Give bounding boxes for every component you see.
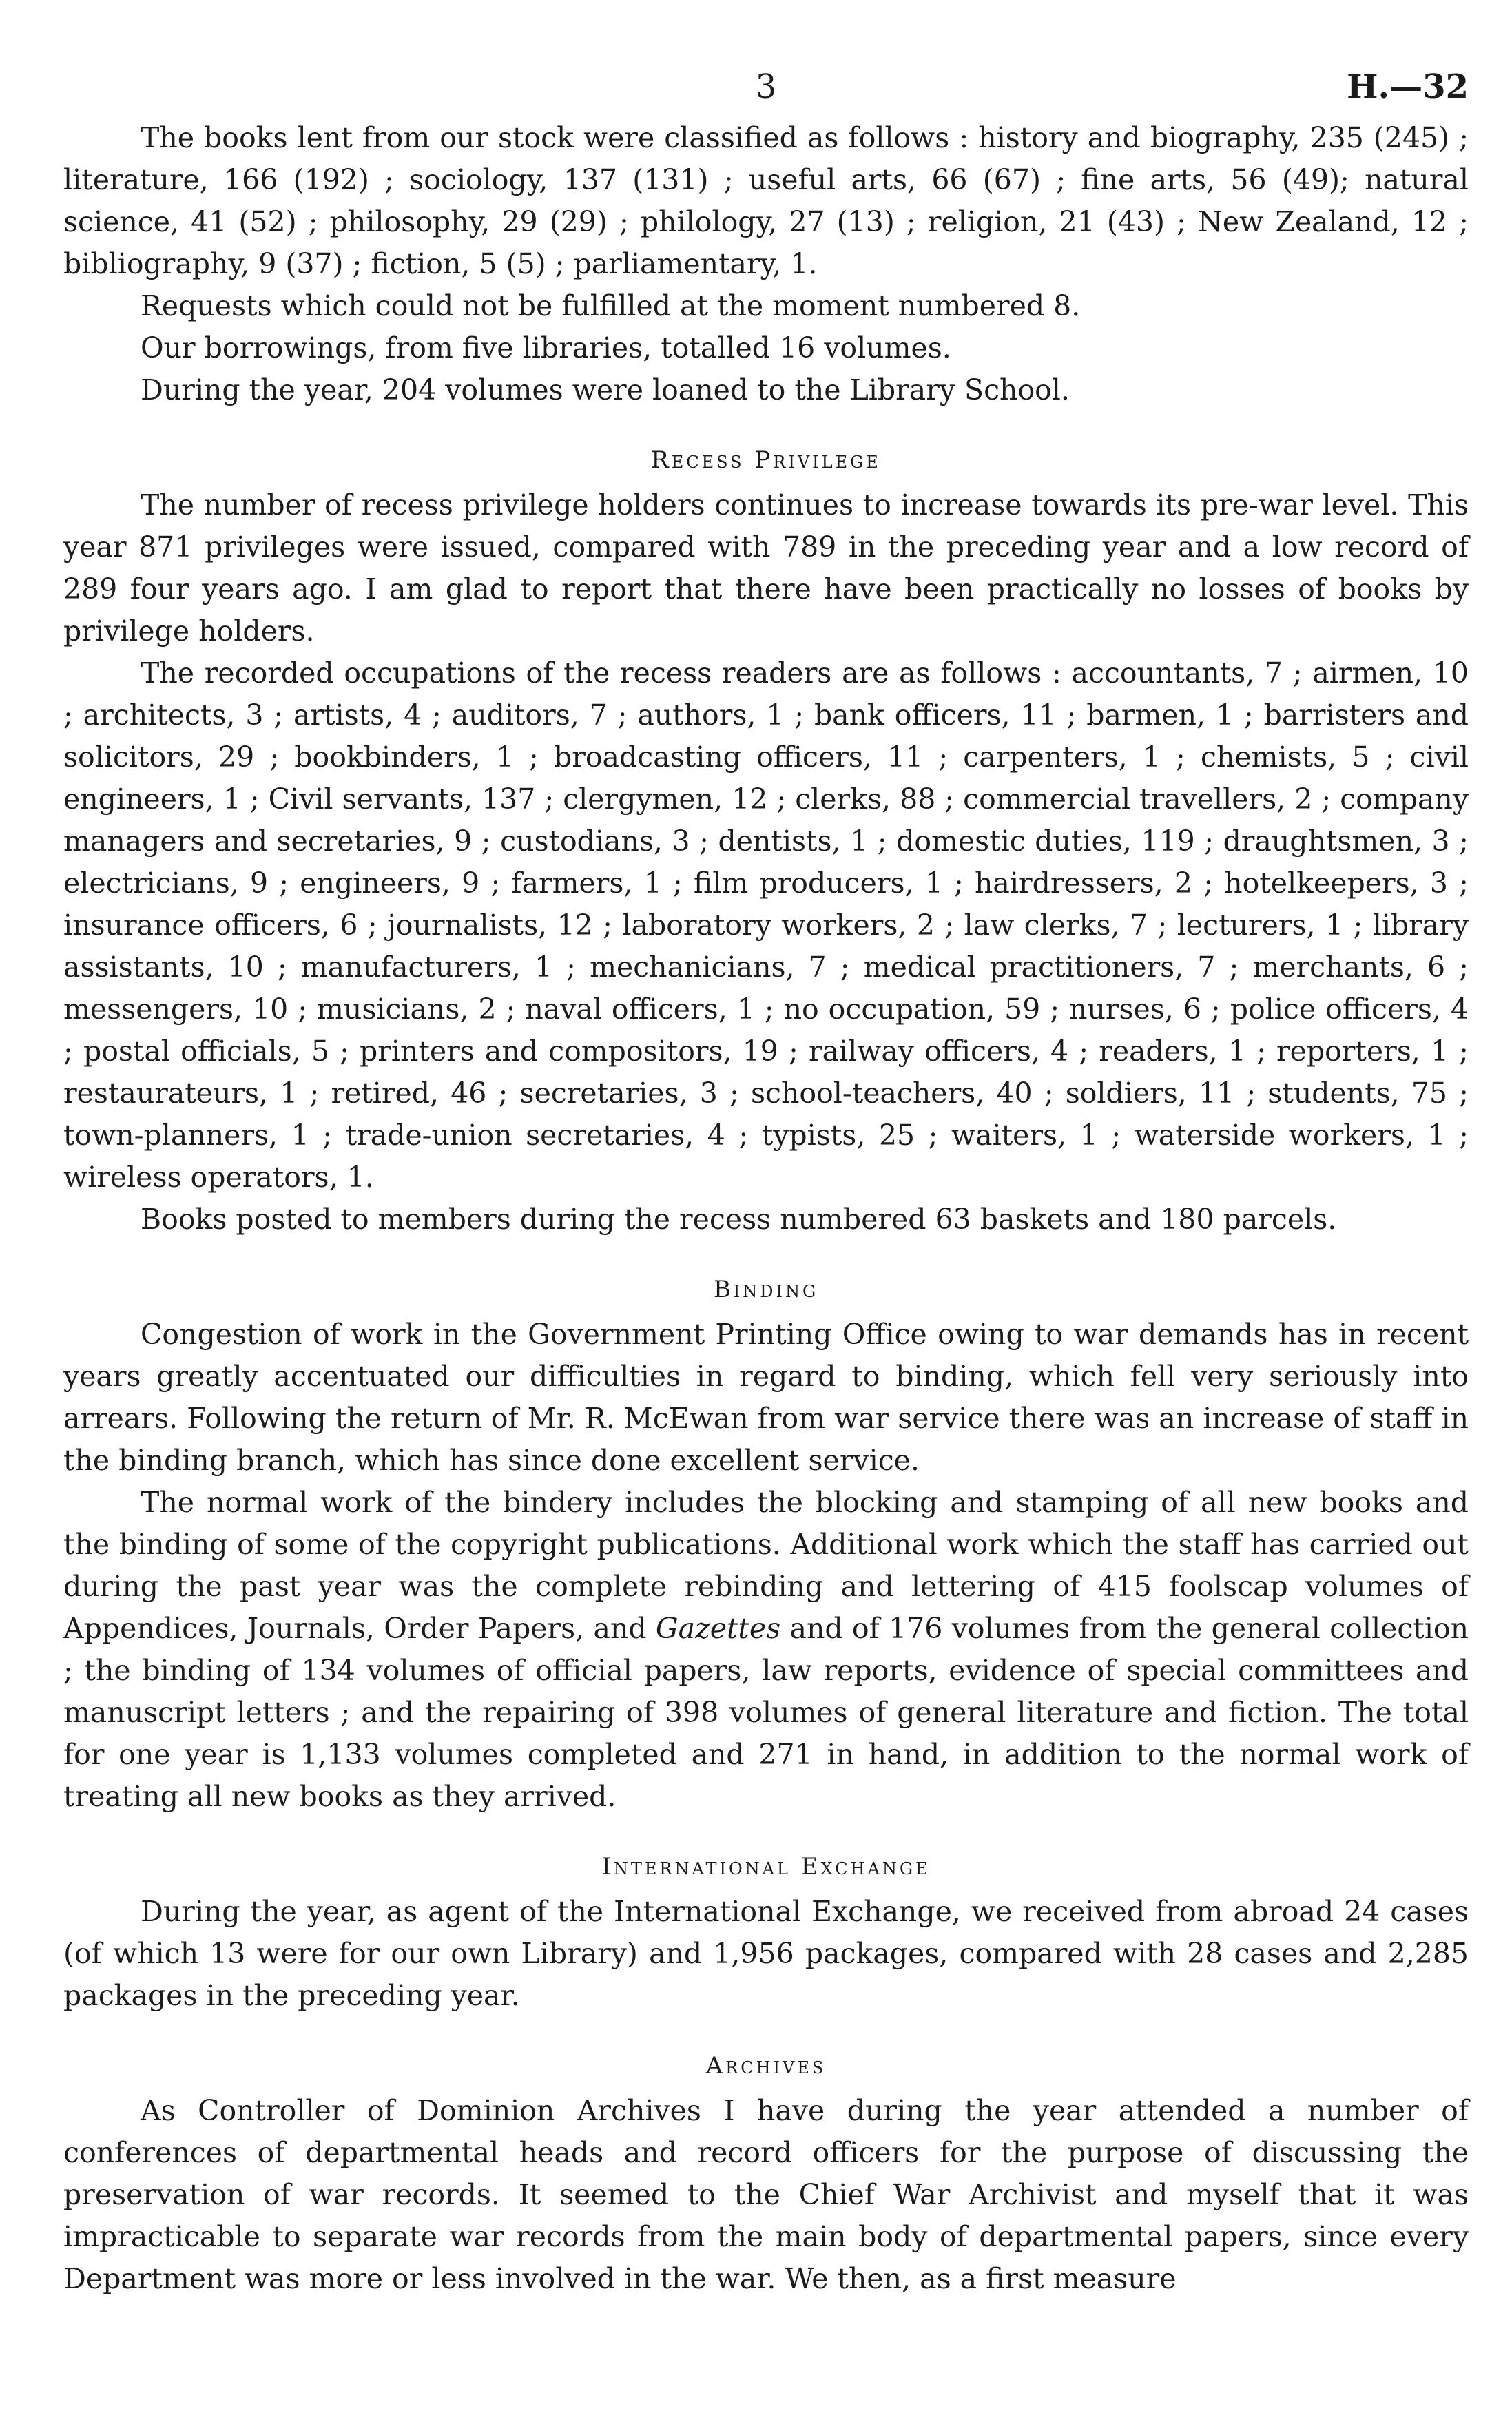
international-exchange-paragraph: During the year, as agent of the International Exchange, we received from abroad 24 cases (of which 13 were for our own Library) and 1,956 packages, compared with 28 cases and 2,285 packages in the preceding year. — [63, 1895, 1469, 2012]
page-header — [63, 62, 1469, 117]
borrowings-paragraph: Our borrowings, from five libraries, totalled 16 volumes. — [141, 331, 951, 364]
archives-heading: Archives — [705, 2052, 827, 2080]
bindery-work-paragraph — [63, 1482, 1469, 1818]
gazettes-italic: Gazettes — [655, 1612, 781, 1645]
bindery-work-text-a: The normal work of the bindery includes the blocking and stamping of all new books and the binding of some of the copyright publications. Additional work which the staff has carried out during the past year was the complete rebinding and lettering of 415 foolscap volumes of Appendices, Journals, Order Papers, and — [63, 1486, 1469, 1645]
unfulfilled-requests-paragraph: Requests which could not be fulfilled at the moment numbered 8. — [141, 289, 1081, 322]
binding-heading: Binding — [713, 1276, 819, 1303]
recess-holders-paragraph: The number of recess privilege holders continues to increase towards its pre-war level. This year 871 privileges were issued, compared with 789 in the preceding year and a low record of 289 four years ago. I am glad to report that there have been practically no losses of books by privilege holders. — [63, 488, 1469, 647]
recess-privilege-heading: Recess Privilege — [651, 446, 881, 474]
lending-classification-paragraph: The books lent from our stock were classified as follows : history and biography, 235 (245) ; literature, 166 (192) ; sociology, 137 (131) ; useful arts, 66 (67) ; fine arts, 56 (49); natural science, 41 (52) ; philosophy, 29 (29) ; philology, 27 (13) ; religion, 21 (43) ; New Zealand, 12 ; bibliography, 9 (37) ; fiction, 5 (5) ; parliamentary, 1. — [63, 121, 1469, 280]
page-number: 3 — [755, 68, 777, 106]
bindery-work-text-b: and of 176 volumes from the general collection ; the binding of 134 volumes of official papers, law reports, evidence of special committees and manuscript letters ; and the repairing of 398 volumes of general literature and fiction. The total for one year is 1,133 volumes completed and 271 in hand, in addition to the normal work of treating all new books as they arrived. — [63, 1612, 1469, 1813]
archives-paragraph: As Controller of Dominion Archives I have during the year attended a number of conferences of departmental heads and record officers for the purpose of discussing the preservation of war records. It seemed to the Chief War Archivist and myself that it was impracticable to separate war records from the main body of departmental papers, since every Department was more or less involved in the war. We then, as a first measure — [63, 2094, 1469, 2295]
binding-congestion-paragraph: Congestion of work in the Government Printing Office owing to war demands has in recent years greatly accentuated our difficulties in regard to binding, which fell very seriously into arrears. Following the return of Mr. R. McEwan from war service there was an increase of staff in the binding branch, which has since done excellent service. — [63, 1318, 1469, 1477]
document-page — [63, 62, 1469, 2404]
recess-occupations-paragraph: The recorded occupations of the recess readers are as follows : accountants, 7 ; airmen, 10 ; architects, 3 ; artists, 4 ; auditors, 7 ; authors, 1 ; bank officers, 11 ; barmen, 1 ; barristers and solicitors, 29 ; bookbinders, 1 ; broadcasting officers, 11 ; carpenters, 1 ; chemists, 5 ; civil engineers, 1 ; Civil servants, 137 ; clergymen, 12 ; clerks, 88 ; commercial travellers, 2 ; company managers and secretaries, 9 ; custodians, 3 ; dentists, 1 ; domestic duties, 119 ; draughtsmen, 3 ; electricians, 9 ; engineers, 9 ; farmers, 1 ; film producers, 1 ; hairdressers, 2 ; hotelkeepers, 3 ; insurance officers, 6 ; journalists, 12 ; laboratory workers, 2 ; law clerks, 7 ; lecturers, 1 ; library assistants, 10 ; manufacturers, 1 ; mechanicians, 7 ; medical practitioners, 7 ; merchants, 6 ; messengers, 10 ; musicians, 2 ; naval officers, 1 ; no occupation, 59 ; nurses, 6 ; police officers, 4 ; postal officials, 5 ; printers and compositors, 19 ; railway officers, 4 ; readers, 1 ; reporters, 1 ; restaurateurs, 1 ; retired, 46 ; secretaries, 3 ; school-teachers, 40 ; soldiers, 11 ; students, 75 ; town-planners, 1 ; trade-union secretaries, 4 ; typists, 25 ; waiters, 1 ; waterside workers, 1 ; wireless operators, 1. — [63, 656, 1469, 1194]
international-exchange-heading: International Exchange — [601, 1853, 931, 1880]
library-school-loans-paragraph: During the year, 204 volumes were loaned to the Library School. — [141, 373, 1070, 406]
recess-postings-paragraph: Books posted to members during the recess numbered 63 baskets and 180 parcels. — [141, 1203, 1337, 1236]
report-code: H.—32 — [1347, 68, 1469, 106]
